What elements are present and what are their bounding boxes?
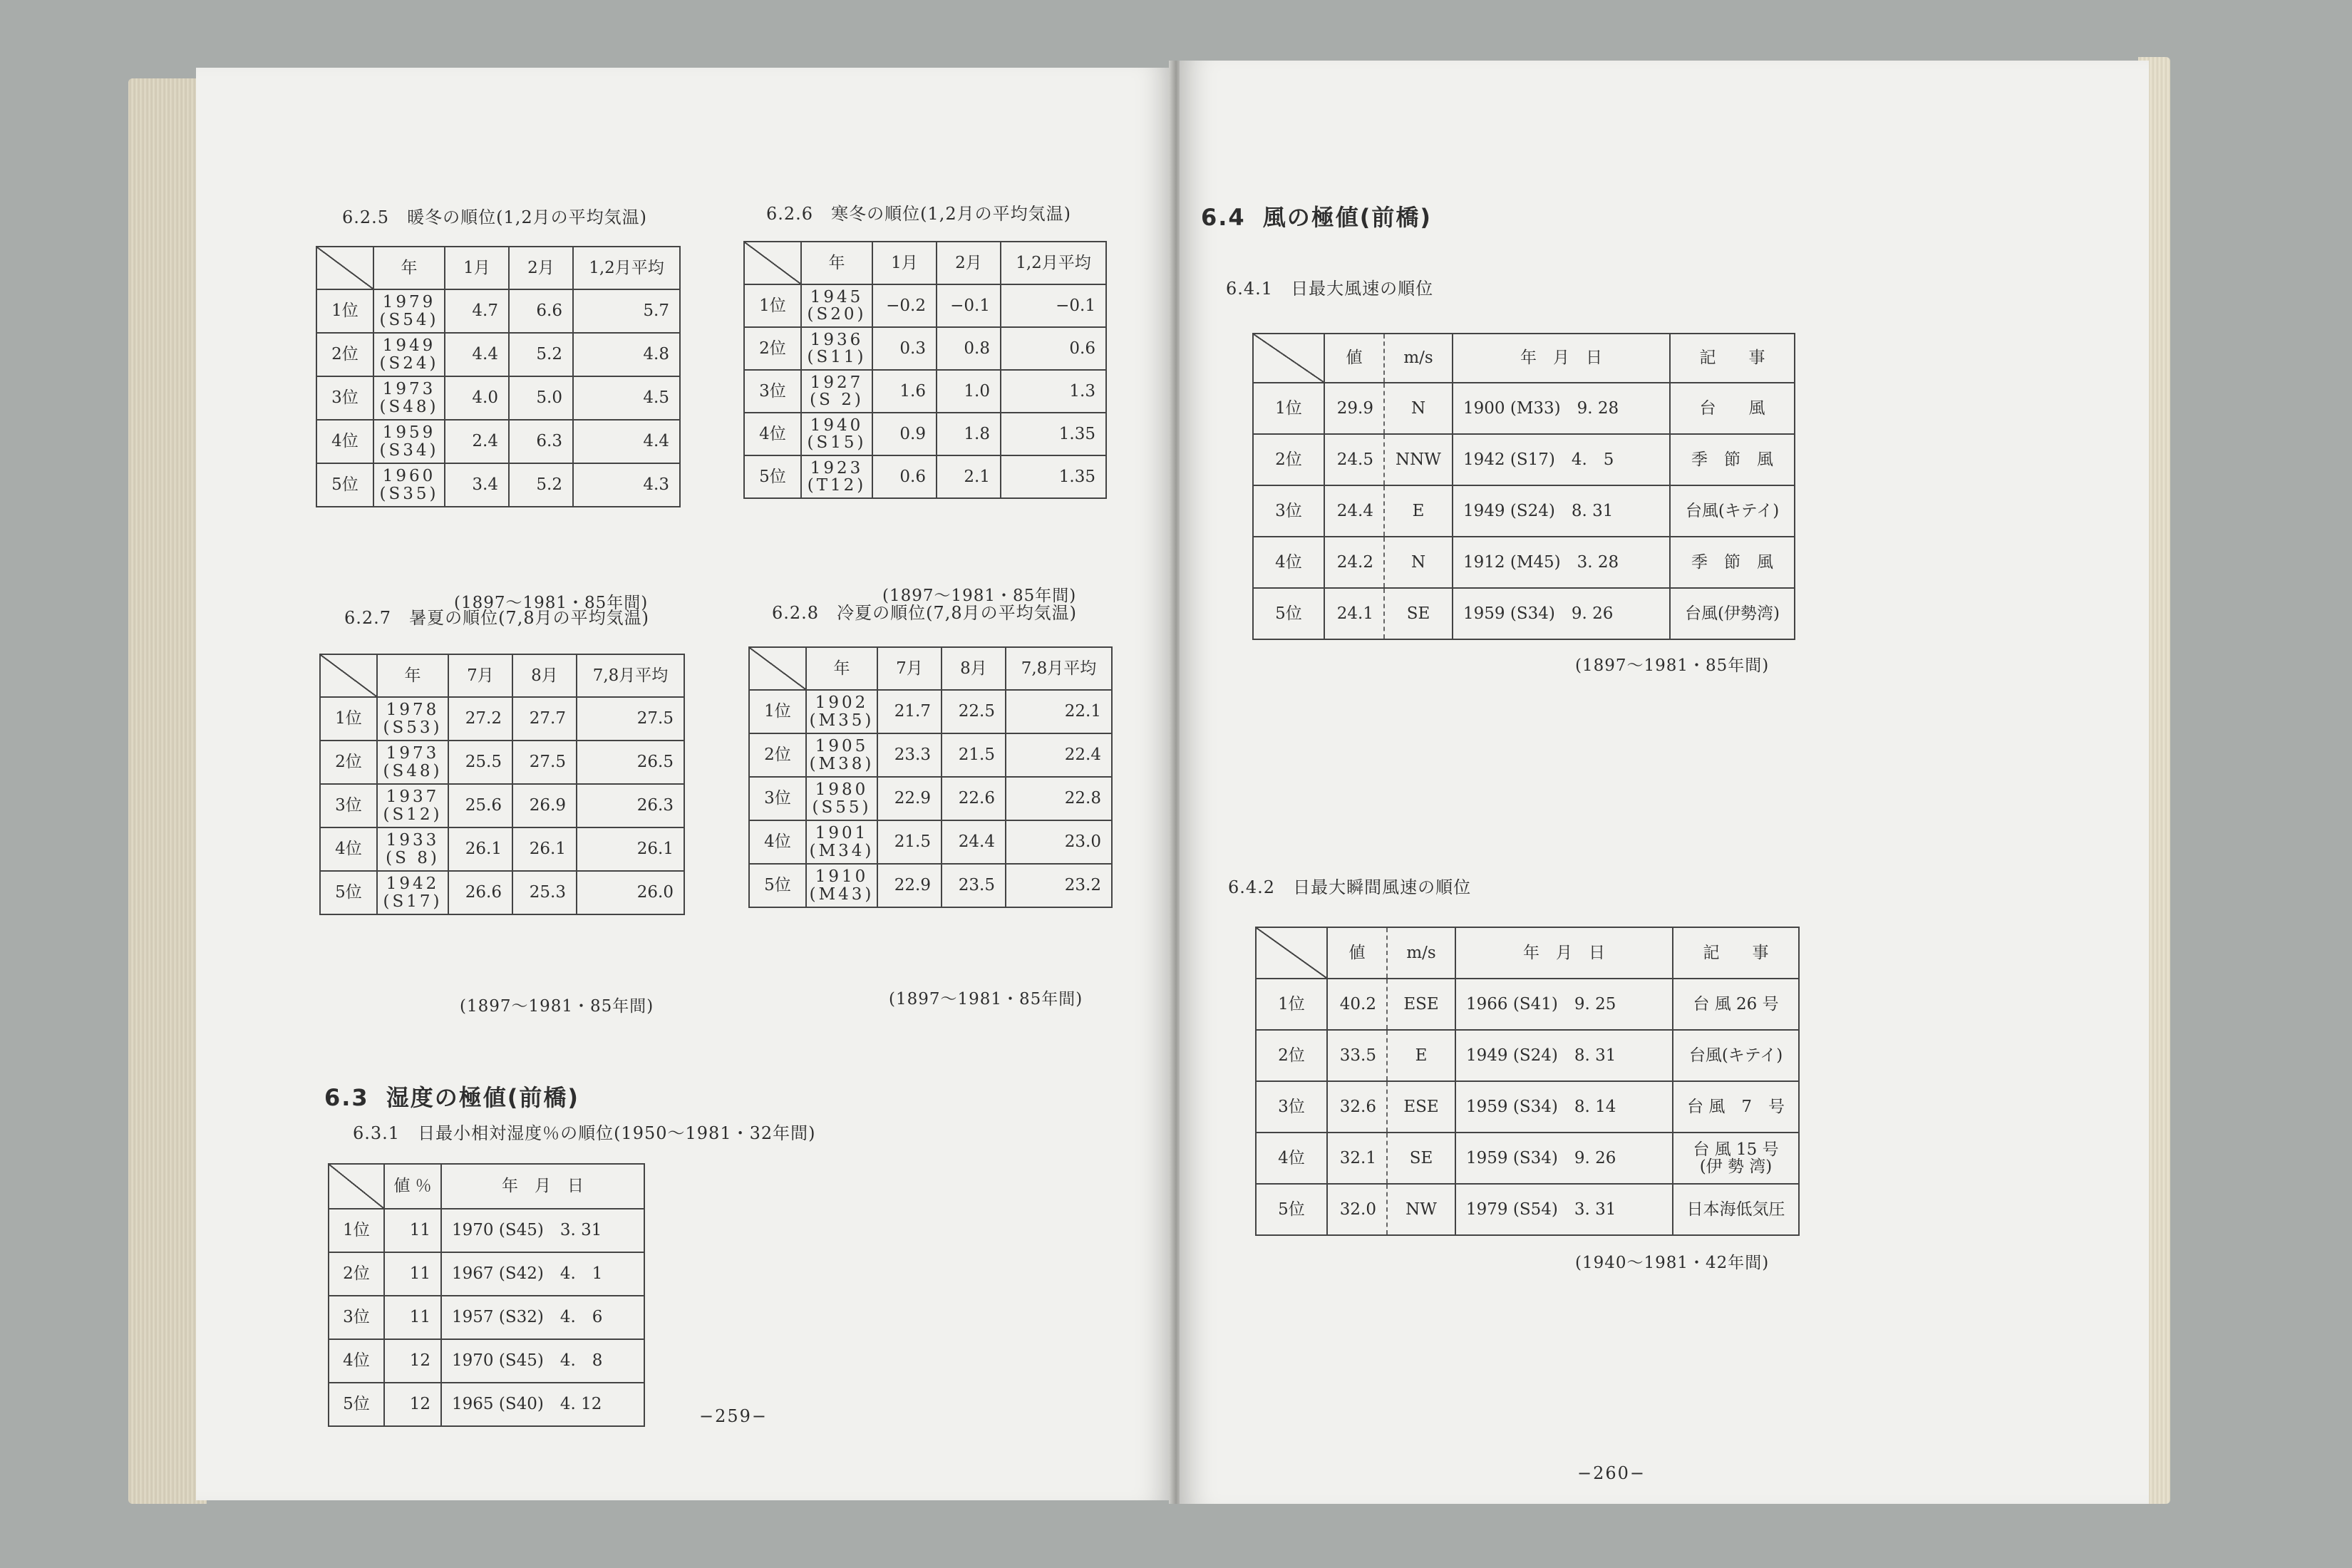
value-cell: 5.7: [573, 289, 680, 333]
rank-cell: 5位: [1253, 588, 1324, 639]
value-cell: 11: [384, 1252, 441, 1296]
value-cell: 32.6: [1327, 1081, 1387, 1133]
table-row: [744, 327, 1106, 370]
rank-cell: 2位: [320, 741, 377, 784]
table-row: [316, 333, 680, 376]
value-cell: 24.1: [1324, 588, 1384, 639]
rank-cell: 3位: [749, 777, 806, 820]
table-header-row: [744, 242, 1106, 284]
value-cell: 22.1: [1006, 690, 1112, 733]
direction-cell: NNW: [1384, 434, 1453, 485]
value-cell: 24.5: [1324, 434, 1384, 485]
direction-cell: N: [1384, 537, 1453, 588]
section-title: 湿度の極値(前橋): [386, 1084, 579, 1111]
table-row: [329, 1252, 644, 1296]
value-cell: 6.6: [509, 289, 573, 333]
table-row: [1256, 1184, 1799, 1235]
value-cell: 2.1: [937, 455, 1001, 498]
year-cell: 1902 (M35): [806, 690, 877, 733]
table-625-period-note: (1897～1981・85年間): [454, 594, 649, 612]
rank-cell: 1位: [316, 289, 373, 333]
date-cell: 1949 (S24) 8. 31: [1453, 485, 1670, 537]
rank-cell: 2位: [316, 333, 373, 376]
year-cell: 1959 (S34): [373, 420, 445, 463]
rank-cell: 1位: [744, 284, 801, 327]
date-cell: 1959 (S34) 9. 26: [1453, 588, 1670, 639]
table-641-period-note: (1897～1981・85年間): [1575, 656, 1770, 675]
value-cell: 6.3: [509, 420, 573, 463]
table-row: [1253, 434, 1795, 485]
table-row: [320, 827, 684, 871]
date-cell: 1900 (M33) 9. 28: [1453, 383, 1670, 434]
table-625-caption: 6.2.5 暖冬の順位(1,2月の平均気温): [342, 207, 647, 227]
value-cell: 29.9: [1324, 383, 1384, 434]
direction-cell: E: [1387, 1030, 1455, 1081]
value-cell: 25.5: [448, 741, 512, 784]
year-cell: 1945 (S20): [801, 284, 872, 327]
table-header-row: [316, 247, 680, 289]
col-header-jul: 7月: [877, 647, 942, 690]
value-cell: 2.4: [445, 420, 509, 463]
date-cell: 1949 (S24) 8. 31: [1455, 1030, 1673, 1081]
value-cell: 26.3: [577, 784, 684, 827]
value-cell: 0.6: [1001, 327, 1106, 370]
table-row: [1256, 1081, 1799, 1133]
table-row: [320, 697, 684, 741]
table-row: [749, 864, 1112, 907]
table-641-caption: 6.4.1 日最大風速の順位: [1226, 279, 1434, 299]
direction-cell: ESE: [1387, 1081, 1455, 1133]
col-header-avg: 1,2月平均: [1001, 242, 1106, 284]
year-cell: 1933 (S 8): [377, 827, 448, 871]
table-header-row: [329, 1164, 644, 1209]
rank-cell: 2位: [1256, 1030, 1327, 1081]
value-cell: 12: [384, 1339, 441, 1383]
table-row: [749, 777, 1112, 820]
rank-cell: 5位: [316, 463, 373, 507]
value-cell: 32.0: [1327, 1184, 1387, 1235]
value-cell: 22.5: [942, 690, 1006, 733]
year-cell: 1937 (S12): [377, 784, 448, 827]
table-row: [316, 420, 680, 463]
rank-cell: 4位: [749, 820, 806, 864]
value-cell: 0.9: [872, 413, 937, 455]
diagonal-corner-cell: [749, 647, 806, 690]
table-628-caption: 6.2.8 冷夏の順位(7,8月の平均気温): [772, 603, 1077, 623]
col-header-value: 値: [1324, 334, 1384, 383]
diagonal-corner-cell: [1256, 927, 1327, 979]
col-header-unit-direction: m/s: [1387, 927, 1455, 979]
direction-cell: NW: [1387, 1184, 1455, 1235]
rank-cell: 3位: [1256, 1081, 1327, 1133]
table-642-max-gust-speed: [1255, 927, 1800, 1236]
value-cell: 4.3: [573, 463, 680, 507]
col-header-date: 年 月 日: [1453, 334, 1670, 383]
year-cell: 1910 (M43): [806, 864, 877, 907]
table-row: [749, 733, 1112, 777]
value-cell: −0.1: [937, 284, 1001, 327]
table-row: [744, 284, 1106, 327]
rank-cell: 3位: [316, 376, 373, 420]
rank-cell: 3位: [329, 1296, 384, 1339]
value-cell: 5.2: [509, 333, 573, 376]
value-cell: 23.0: [1006, 820, 1112, 864]
table-631-caption: 6.3.1 日最小相対湿度％の順位(1950～1981・32年間): [353, 1123, 816, 1143]
value-cell: 11: [384, 1296, 441, 1339]
remarks-cell: 台 風 7 号: [1673, 1081, 1799, 1133]
book-page-edges-left: [128, 78, 207, 1504]
value-cell: 26.1: [512, 827, 577, 871]
value-cell: 12: [384, 1383, 441, 1426]
table-row: [744, 455, 1106, 498]
table-header-row: [1256, 927, 1799, 979]
col-header-aug: 8月: [512, 654, 577, 697]
table-641-max-wind-speed: [1252, 333, 1795, 640]
value-cell: 26.1: [577, 827, 684, 871]
year-cell: 1923 (T12): [801, 455, 872, 498]
value-cell: 3.4: [445, 463, 509, 507]
value-cell: 1.35: [1001, 413, 1106, 455]
table-row: [1256, 1133, 1799, 1184]
table-row: [329, 1209, 644, 1252]
table-row: [749, 820, 1112, 864]
direction-cell: N: [1384, 383, 1453, 434]
date-cell: 1942 (S17) 4. 5: [1453, 434, 1670, 485]
value-cell: 22.8: [1006, 777, 1112, 820]
value-cell: 0.8: [937, 327, 1001, 370]
year-cell: 1973 (S48): [373, 376, 445, 420]
col-header-date: 年 月 日: [441, 1164, 644, 1209]
value-cell: 22.4: [1006, 733, 1112, 777]
value-cell: 24.4: [942, 820, 1006, 864]
year-cell: 1901 (M34): [806, 820, 877, 864]
year-cell: 1978 (S53): [377, 697, 448, 741]
value-cell: 22.6: [942, 777, 1006, 820]
rank-cell: 1位: [1253, 383, 1324, 434]
section-title: 風の極値(前橋): [1262, 204, 1432, 231]
year-cell: 1905 (M38): [806, 733, 877, 777]
col-header-year: 年: [801, 242, 872, 284]
table-row: [744, 370, 1106, 413]
date-cell: 1965 (S40) 4. 12: [441, 1383, 644, 1426]
table-628-period-note: (1897～1981・85年間): [889, 990, 1083, 1009]
col-header-unit-direction: m/s: [1384, 334, 1453, 383]
table-row: [1253, 485, 1795, 537]
page-number-left: −259−: [699, 1406, 768, 1426]
year-cell: 1979 (S54): [373, 289, 445, 333]
table-626-caption: 6.2.6 寒冬の順位(1,2月の平均気温): [766, 204, 1071, 224]
value-cell: 27.2: [448, 697, 512, 741]
value-cell: 22.9: [877, 864, 942, 907]
value-cell: 26.5: [577, 741, 684, 784]
date-cell: 1966 (S41) 9. 25: [1455, 979, 1673, 1030]
table-row: [316, 463, 680, 507]
table-626-cold-winter: [743, 241, 1107, 499]
direction-cell: SE: [1384, 588, 1453, 639]
col-header-jul: 7月: [448, 654, 512, 697]
date-cell: 1967 (S42) 4. 1: [441, 1252, 644, 1296]
rank-cell: 3位: [744, 370, 801, 413]
value-cell: −0.1: [1001, 284, 1106, 327]
direction-cell: E: [1384, 485, 1453, 537]
table-header-row: [749, 647, 1112, 690]
rank-cell: 1位: [329, 1209, 384, 1252]
year-cell: 1980 (S55): [806, 777, 877, 820]
rank-cell: 1位: [320, 697, 377, 741]
rank-cell: 5位: [320, 871, 377, 914]
value-cell: 27.5: [512, 741, 577, 784]
direction-cell: SE: [1387, 1133, 1455, 1184]
table-row: [320, 871, 684, 914]
remarks-cell: 台風(伊勢湾): [1670, 588, 1795, 639]
rank-cell: 5位: [744, 455, 801, 498]
value-cell: 27.7: [512, 697, 577, 741]
remarks-cell: 台 風 26 号: [1673, 979, 1799, 1030]
table-642-caption: 6.4.2 日最大瞬間風速の順位: [1228, 877, 1472, 897]
rank-cell: 4位: [329, 1339, 384, 1383]
year-cell: 1942 (S17): [377, 871, 448, 914]
col-header-remarks: 記 事: [1673, 927, 1799, 979]
diagonal-corner-cell: [316, 247, 373, 289]
col-header-date: 年 月 日: [1455, 927, 1673, 979]
value-cell: 5.2: [509, 463, 573, 507]
col-header-year: 年: [373, 247, 445, 289]
value-cell: 40.2: [1327, 979, 1387, 1030]
table-row: [1256, 1030, 1799, 1081]
value-cell: 1.0: [937, 370, 1001, 413]
value-cell: 4.4: [573, 420, 680, 463]
value-cell: 33.5: [1327, 1030, 1387, 1081]
date-cell: 1970 (S45) 3. 31: [441, 1209, 644, 1252]
remarks-cell: 台風(キテイ): [1673, 1030, 1799, 1081]
col-header-jan: 1月: [872, 242, 937, 284]
table-631-min-humidity: [328, 1163, 645, 1427]
table-628-cool-summer: [748, 646, 1113, 908]
year-cell: 1960 (S35): [373, 463, 445, 507]
year-cell: 1973 (S48): [377, 741, 448, 784]
col-header-value: 値 ％: [384, 1164, 441, 1209]
date-cell: 1959 (S34) 8. 14: [1455, 1081, 1673, 1133]
table-row: [316, 376, 680, 420]
value-cell: 32.1: [1327, 1133, 1387, 1184]
year-cell: 1927 (S 2): [801, 370, 872, 413]
table-row: [1253, 588, 1795, 639]
rank-cell: 3位: [320, 784, 377, 827]
value-cell: 5.0: [509, 376, 573, 420]
rank-cell: 4位: [320, 827, 377, 871]
right-page: [1180, 61, 2149, 1504]
rank-cell: 5位: [1256, 1184, 1327, 1235]
table-642-period-note: (1940～1981・42年間): [1575, 1254, 1770, 1272]
table-row: [1253, 537, 1795, 588]
value-cell: 23.2: [1006, 864, 1112, 907]
value-cell: 4.8: [573, 333, 680, 376]
diagonal-corner-cell: [329, 1164, 384, 1209]
value-cell: 4.5: [573, 376, 680, 420]
remarks-cell: 台 風: [1670, 383, 1795, 434]
col-header-remarks: 記 事: [1670, 334, 1795, 383]
section-number: 6.4: [1201, 204, 1246, 231]
remarks-cell: 季 節 風: [1670, 434, 1795, 485]
page-number-right: −260−: [1577, 1463, 1646, 1483]
value-cell: 1.6: [872, 370, 937, 413]
value-cell: 1.35: [1001, 455, 1106, 498]
value-cell: 4.4: [445, 333, 509, 376]
col-header-jan: 1月: [445, 247, 509, 289]
value-cell: 4.0: [445, 376, 509, 420]
rank-cell: 2位: [744, 327, 801, 370]
rank-cell: 1位: [749, 690, 806, 733]
col-header-value: 値: [1327, 927, 1387, 979]
table-row: [320, 784, 684, 827]
rank-cell: 3位: [1253, 485, 1324, 537]
date-cell: 1957 (S32) 4. 6: [441, 1296, 644, 1339]
value-cell: −0.2: [872, 284, 937, 327]
table-header-row: [320, 654, 684, 697]
value-cell: 24.2: [1324, 537, 1384, 588]
remarks-cell: 台 風 15 号 (伊 勢 湾): [1673, 1133, 1799, 1184]
table-627-caption: 6.2.7 暑夏の順位(7,8月の平均気温): [344, 608, 649, 628]
value-cell: 23.5: [942, 864, 1006, 907]
table-row: [329, 1383, 644, 1426]
section-heading-6-3: [324, 1080, 579, 1113]
table-626-period-note: (1897～1981・85年間): [882, 587, 1077, 605]
rank-cell: 4位: [744, 413, 801, 455]
table-row: [749, 690, 1112, 733]
col-header-avg: 7,8月平均: [577, 654, 684, 697]
table-row: [329, 1296, 644, 1339]
rank-cell: 2位: [329, 1252, 384, 1296]
section-heading-6-4: [1201, 200, 1432, 232]
table-627-period-note: (1897～1981・85年間): [460, 997, 654, 1016]
value-cell: 27.5: [577, 697, 684, 741]
diagonal-corner-cell: [320, 654, 377, 697]
value-cell: 1.8: [937, 413, 1001, 455]
col-header-year: 年: [377, 654, 448, 697]
table-row: [1256, 979, 1799, 1030]
col-header-avg: 7,8月平均: [1006, 647, 1112, 690]
table-row: [320, 741, 684, 784]
rank-cell: 4位: [316, 420, 373, 463]
table-row: [316, 289, 680, 333]
value-cell: 26.1: [448, 827, 512, 871]
value-cell: 21.5: [877, 820, 942, 864]
table-627-hot-summer: [319, 654, 685, 915]
value-cell: 4.7: [445, 289, 509, 333]
value-cell: 26.9: [512, 784, 577, 827]
value-cell: 11: [384, 1209, 441, 1252]
section-number: 6.3: [324, 1084, 369, 1111]
remarks-cell: 台風(キテイ): [1670, 485, 1795, 537]
rank-cell: 5位: [329, 1383, 384, 1426]
rank-cell: 5位: [749, 864, 806, 907]
value-cell: 21.5: [942, 733, 1006, 777]
diagonal-corner-cell: [1253, 334, 1324, 383]
date-cell: 1959 (S34) 9. 26: [1455, 1133, 1673, 1184]
direction-cell: ESE: [1387, 979, 1455, 1030]
table-header-row: [1253, 334, 1795, 383]
table-row: [744, 413, 1106, 455]
col-header-year: 年: [806, 647, 877, 690]
left-page: [196, 68, 1172, 1500]
value-cell: 25.3: [512, 871, 577, 914]
year-cell: 1949 (S24): [373, 333, 445, 376]
value-cell: 24.4: [1324, 485, 1384, 537]
value-cell: 26.6: [448, 871, 512, 914]
table-625-warm-winter: [316, 246, 681, 507]
rank-cell: 1位: [1256, 979, 1327, 1030]
value-cell: 23.3: [877, 733, 942, 777]
col-header-aug: 8月: [942, 647, 1006, 690]
col-header-avg: 1,2月平均: [573, 247, 680, 289]
diagonal-corner-cell: [744, 242, 801, 284]
year-cell: 1940 (S15): [801, 413, 872, 455]
rank-cell: 2位: [749, 733, 806, 777]
rank-cell: 2位: [1253, 434, 1324, 485]
date-cell: 1912 (M45) 3. 28: [1453, 537, 1670, 588]
date-cell: 1979 (S54) 3. 31: [1455, 1184, 1673, 1235]
table-row: [329, 1339, 644, 1383]
year-cell: 1936 (S11): [801, 327, 872, 370]
col-header-feb: 2月: [509, 247, 573, 289]
value-cell: 0.3: [872, 327, 937, 370]
remarks-cell: 季 節 風: [1670, 537, 1795, 588]
value-cell: 22.9: [877, 777, 942, 820]
date-cell: 1970 (S45) 4. 8: [441, 1339, 644, 1383]
table-row: [1253, 383, 1795, 434]
value-cell: 1.3: [1001, 370, 1106, 413]
rank-cell: 4位: [1256, 1133, 1327, 1184]
col-header-feb: 2月: [937, 242, 1001, 284]
remarks-cell: 日本海低気圧: [1673, 1184, 1799, 1235]
value-cell: 25.6: [448, 784, 512, 827]
value-cell: 0.6: [872, 455, 937, 498]
value-cell: 26.0: [577, 871, 684, 914]
rank-cell: 4位: [1253, 537, 1324, 588]
value-cell: 21.7: [877, 690, 942, 733]
